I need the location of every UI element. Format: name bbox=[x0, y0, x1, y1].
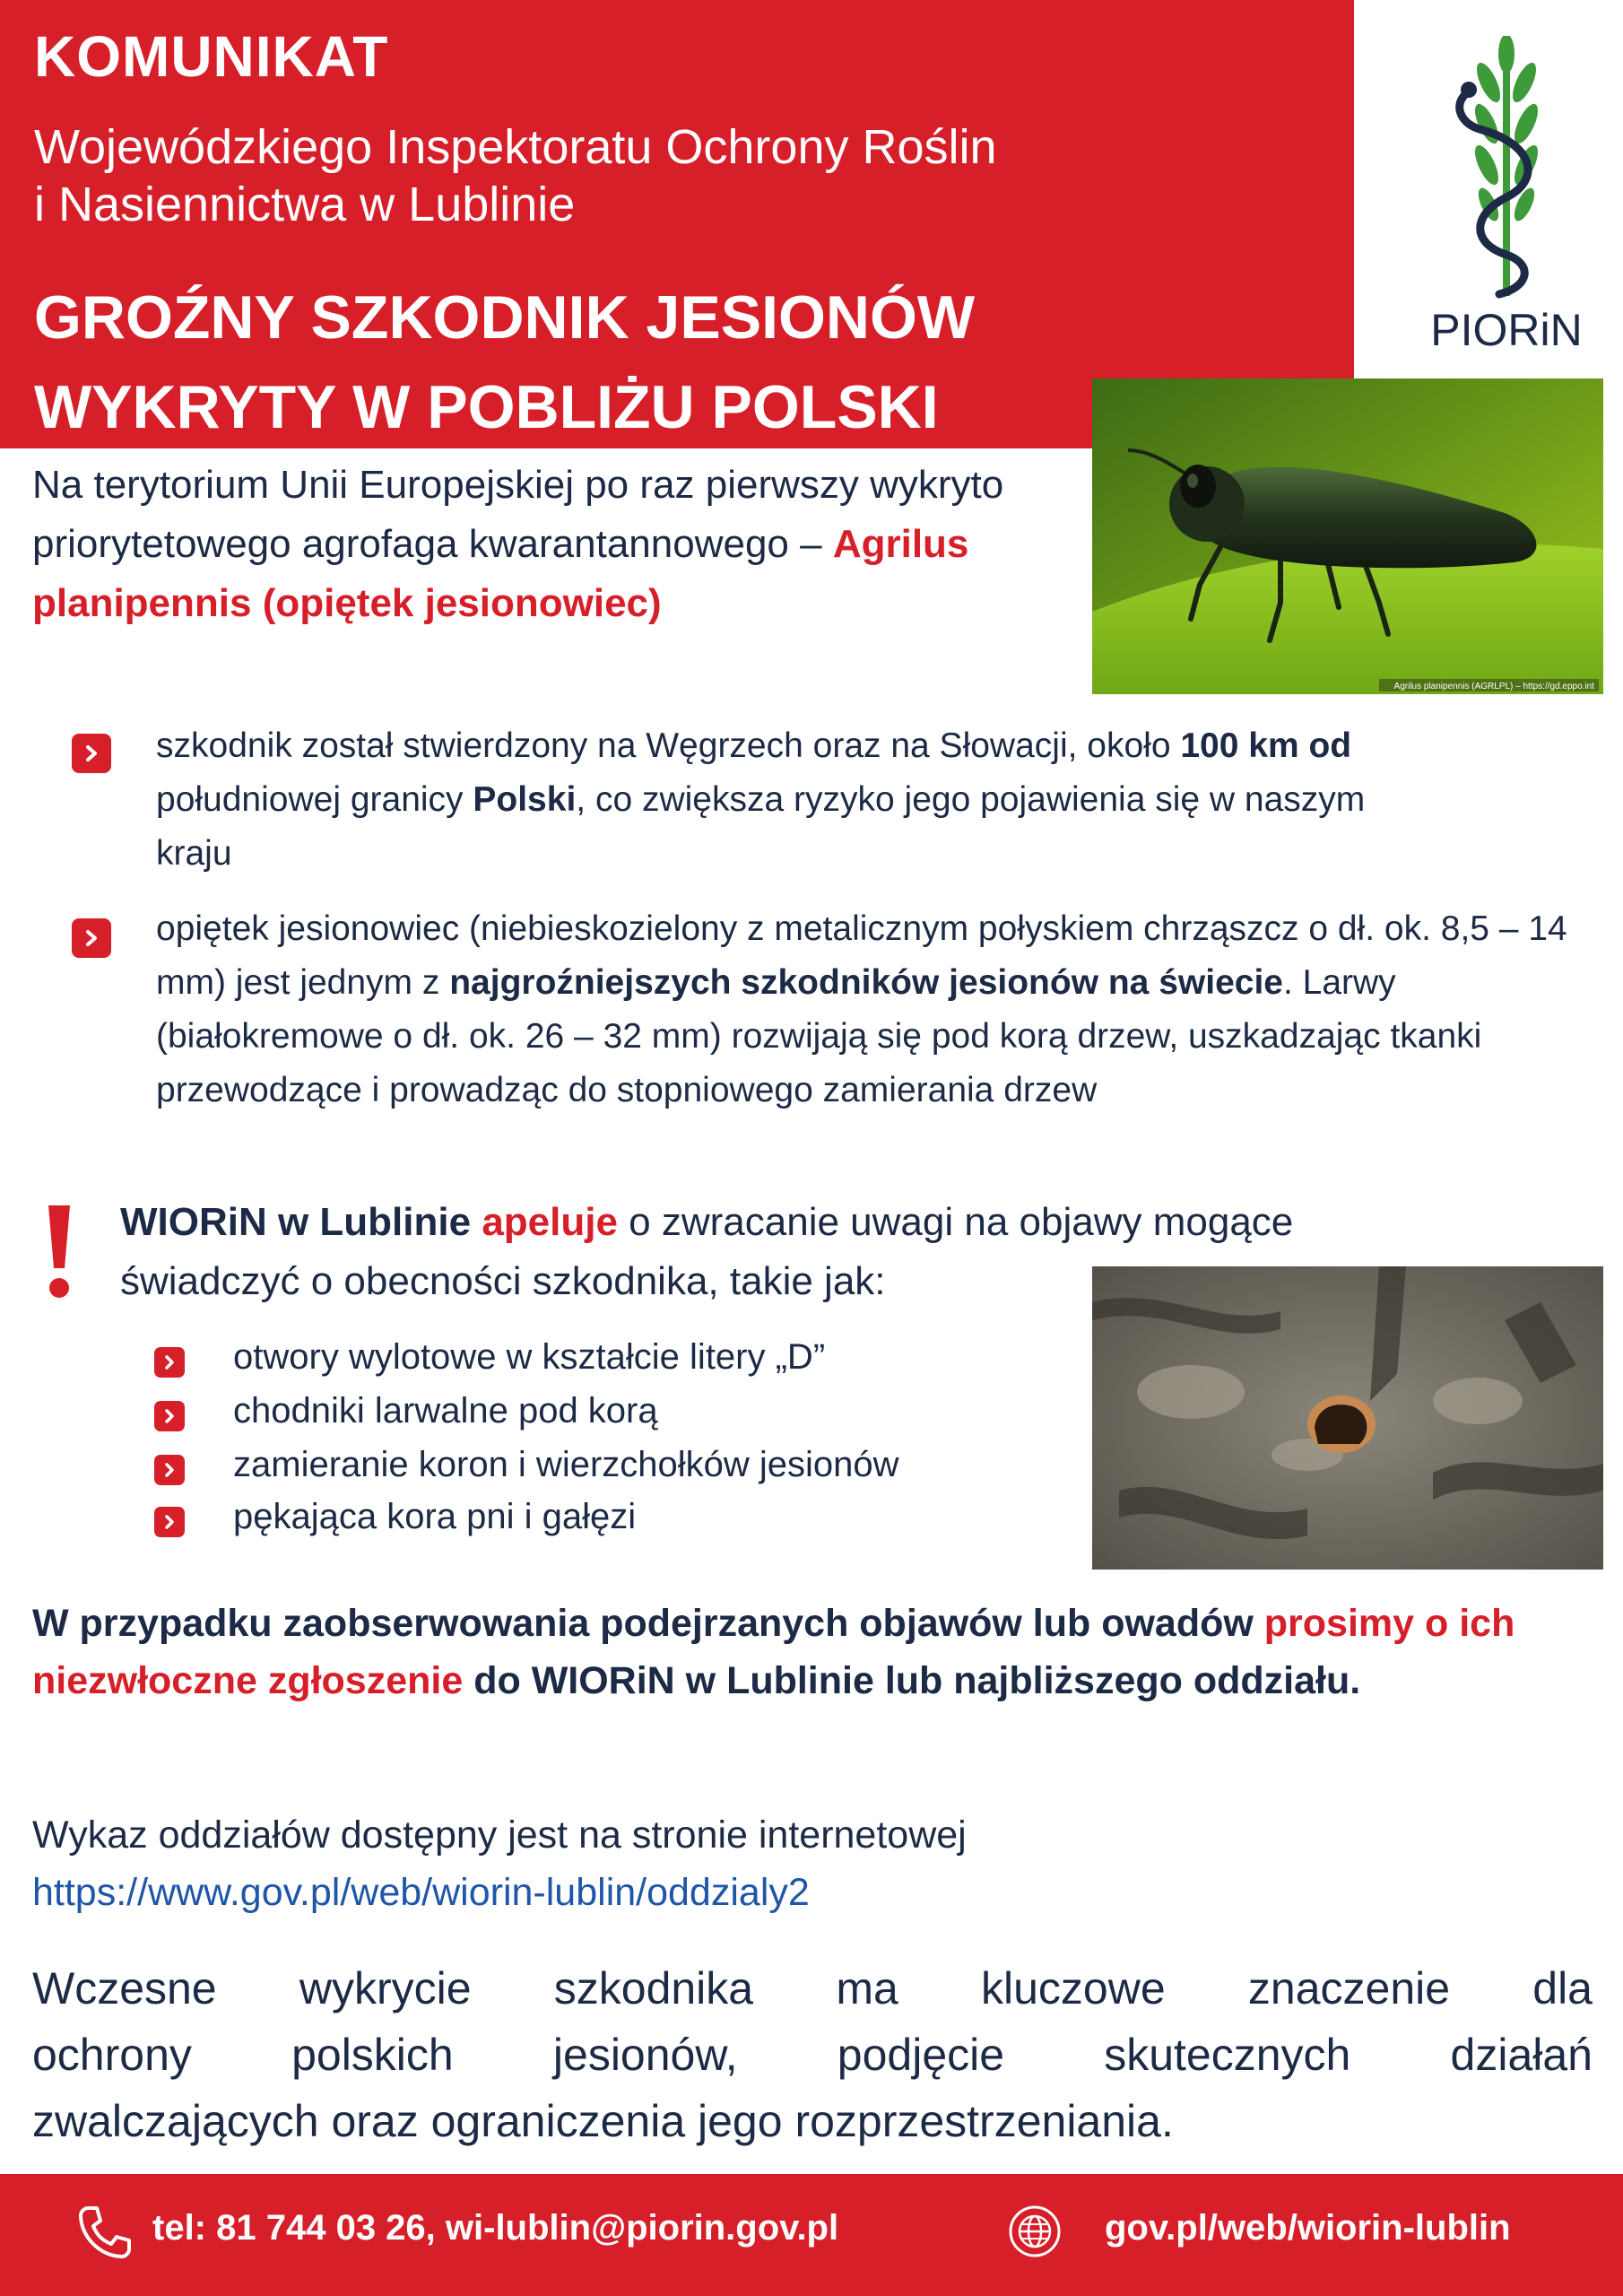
komunikat-label: KOMUNIKAT bbox=[34, 24, 389, 89]
bark-exit-hole-photo bbox=[1092, 1266, 1603, 1570]
closing-line-3: zwalczających oraz ograniczenia jego rozprzestrzeniania. bbox=[32, 2096, 1174, 2146]
chevron-right-icon bbox=[154, 1455, 185, 1485]
bullet-pest-description bbox=[156, 902, 1591, 1118]
report-text-1: W przypadku zaobserwowania podejrzanych objawów lub owadów bbox=[32, 1602, 1264, 1645]
institution-line-2: i Nasiennictwa w Lublinie bbox=[34, 178, 576, 231]
bullet2-text-2: . Larwy (białokremowe o dł. ok. 26 – 32 mm) rozwijają się pod korą drzew, uszkadzając tkanki przewodzące i prowadząc do stopniowego zamierania drzew bbox=[156, 963, 1482, 1109]
logo-text: PIORiN bbox=[1430, 305, 1583, 355]
appeal-verb: apeluje bbox=[482, 1200, 618, 1244]
report-request-paragraph bbox=[32, 1595, 1601, 1709]
symptom-item: pękająca kora pni i gałęzi bbox=[233, 1497, 637, 1536]
chevron-right-icon bbox=[72, 918, 111, 958]
symptom-item: otwory wylotowe w kształcie litery „D” bbox=[233, 1337, 826, 1377]
appeal-line-2: świadczyć o obecności szkodnika, takie jak: bbox=[120, 1259, 886, 1303]
bullet2-text-1: opiętek jesionowiec (niebieskozielony z metalicznym połyskiem chrząszcz o dł. ok. 8,5 – 14 mm) jest jednym z bbox=[156, 909, 1567, 1002]
closing-line-2: ochrony polskich jesionów, podjęcie skutecznych działań bbox=[32, 2030, 1593, 2080]
bullet1-text-3: , co zwiększa ryzyko jego pojawienia się w naszym kraju bbox=[156, 780, 1366, 873]
institution-line-1: Wojewódzkiego Inspektoratu Ochrony Roślin bbox=[34, 120, 997, 174]
closing-paragraph bbox=[32, 1955, 1593, 2154]
bullet1-text-1: szkodnik został stwierdzony na Węgrzech oraz na Słowacji, około bbox=[156, 726, 1181, 765]
closing-line-1: Wczesne wykrycie szkodnika ma kluczowe znaczenie dla bbox=[32, 1963, 1593, 2013]
report-text-2: do WIORiN w Lublinie lub najbliższego oddziału. bbox=[463, 1659, 1361, 1702]
title-line-1: GROŹNY SZKODNIK JESIONÓW bbox=[34, 283, 976, 352]
wheat-caduceus-icon bbox=[1417, 36, 1596, 359]
bullet1-bold-distance: 100 km od bbox=[1180, 726, 1352, 765]
chevron-right-icon bbox=[154, 1401, 185, 1431]
globe-icon bbox=[1008, 2205, 1062, 2258]
chevron-right-icon bbox=[154, 1507, 185, 1537]
branches-link[interactable]: https://www.gov.pl/web/wiorin-lublin/oddzialy2 bbox=[32, 1871, 810, 1914]
beetle-photo bbox=[1092, 378, 1603, 694]
appeal-text-1: o zwracanie uwagi na objawy mogące bbox=[617, 1200, 1294, 1244]
phone-icon bbox=[75, 2203, 133, 2260]
exclamation-icon bbox=[41, 1202, 77, 1300]
title-line-2: WYKRYTY W POBLIŻU POLSKI bbox=[34, 373, 939, 441]
report-highlight: prosimy o ich niezwłoczne zgłoszenie bbox=[32, 1602, 1515, 1702]
symptom-item: zamieranie koron i wierzchołków jesionów bbox=[233, 1445, 899, 1484]
bullet-detection-location bbox=[156, 719, 1429, 881]
beetle-caption: Agrilus planipennis (AGRLPL) – https://gd.eppo.int bbox=[1393, 682, 1594, 691]
intro-text: Na terytorium Unii Europejskiej po raz pierwszy wykryto priorytetowego agrofaga kwarantannowego – bbox=[32, 463, 1004, 566]
footer-contact[interactable]: tel: 81 744 03 26, wi-lublin@piorin.gov.pl bbox=[152, 2208, 839, 2248]
intro-species-name: Agrilus planipennis (opiętek jesionowiec) bbox=[32, 522, 969, 625]
appeal-line-1 bbox=[120, 1193, 1609, 1252]
footer-website[interactable]: gov.pl/web/wiorin-lublin bbox=[1105, 2208, 1511, 2248]
appeal-org: WIORiN w Lublinie bbox=[120, 1200, 472, 1244]
chevron-right-icon bbox=[154, 1347, 185, 1378]
emerald-ash-borer-icon bbox=[1092, 378, 1603, 694]
chevron-right-icon bbox=[72, 734, 111, 773]
symptom-item: chodniki larwalne pod korą bbox=[233, 1391, 658, 1431]
bullet1-bold-country: Polski bbox=[473, 780, 577, 819]
bullet1-text-2: południowej granicy bbox=[156, 780, 473, 819]
institution-name bbox=[34, 118, 1343, 233]
branches-list-info bbox=[32, 1806, 1601, 1921]
branches-text: Wykaz oddziałów dostępny jest na stronie internetowej bbox=[32, 1813, 967, 1857]
d-shaped-exit-hole-icon bbox=[1092, 1266, 1603, 1570]
page-title bbox=[34, 273, 1110, 452]
bullet2-bold: najgroźniejszych szkodników jesionów na świecie bbox=[449, 963, 1283, 1002]
intro-paragraph bbox=[32, 456, 1090, 633]
piorin-logo bbox=[1417, 36, 1596, 359]
